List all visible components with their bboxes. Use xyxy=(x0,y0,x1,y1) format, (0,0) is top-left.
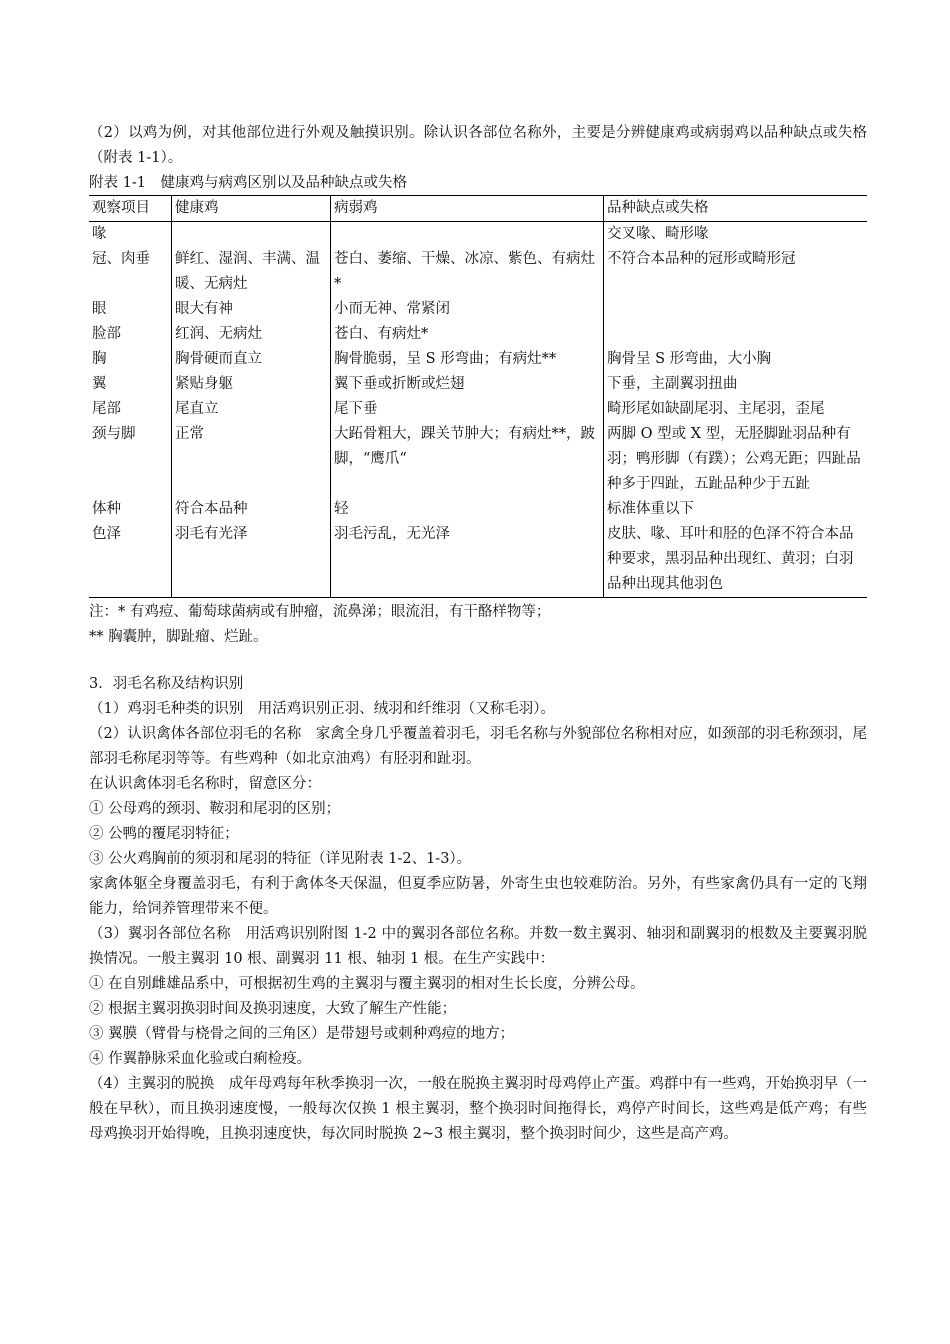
table-row xyxy=(89,297,867,322)
table-row xyxy=(89,422,867,497)
table-cell: 红润、无病灶 xyxy=(172,322,331,347)
table-cell: 眼 xyxy=(92,301,107,317)
table-cell: 颈与脚 xyxy=(92,426,136,442)
header-breed-defects: 品种缺点或失格 xyxy=(604,196,868,222)
table-cell: 正常 xyxy=(172,422,331,497)
table-cell: 脸部 xyxy=(92,326,121,342)
table-cell: 尾部 xyxy=(92,401,121,417)
document-page xyxy=(89,121,867,1147)
header-sick-chicken: 病弱鸡 xyxy=(331,196,604,222)
table-cell: 紧贴身躯 xyxy=(172,372,331,397)
table-cell: 交叉喙、畸形喙 xyxy=(604,222,868,248)
table-caption: 附表 1-1 健康鸡与病鸡区别以及品种缺点或失格 xyxy=(89,175,407,191)
table-cell: 小而无神、常紧闭 xyxy=(331,297,604,322)
table-cell: 胸骨脆弱，呈 S 形弯曲；有病灶** xyxy=(331,347,604,372)
table-cell: 鲜红、湿润、丰满、温暖、无病灶 xyxy=(172,247,331,297)
table-cell: 尾下垂 xyxy=(331,397,604,422)
table-row xyxy=(89,522,867,598)
table-row xyxy=(89,222,867,248)
table-cell: 体种 xyxy=(92,501,121,517)
list-item: ② 根据主翼羽换羽时间及换羽速度，大致了解生产性能； xyxy=(89,1001,457,1017)
list-item: ① 在自别雌雄品系中，可根据初生鸡的主翼羽与覆主翼羽的相对生长长度，分辨公母。 xyxy=(89,976,645,992)
table-cell: 翼下垂或折断或烂翅 xyxy=(331,372,604,397)
table-cell xyxy=(604,297,868,322)
table-cell xyxy=(604,322,868,347)
table-row xyxy=(89,322,867,347)
table-cell: 皮肤、喙、耳叶和胫的色泽不符合本品种要求，黑羽品种出现红、黄羽；白羽品种出现其他羽色 xyxy=(604,522,868,598)
section-paragraph: 在认识禽体羽毛名称时，留意区分： xyxy=(89,776,321,792)
table-cell: 胸骨硬而直立 xyxy=(172,347,331,372)
table-note: 注：* 有鸡痘、葡萄球菌病或有肿瘤，流鼻涕；眼流泪，有干酪样物等； xyxy=(89,604,551,620)
list-item: ③ 公火鸡胸前的须羽和尾羽的特征（详见附表 1-2、1-3）。 xyxy=(89,851,472,867)
table-cell: 苍白、萎缩、干燥、冰凉、紫色、有病灶* xyxy=(331,247,604,297)
table-cell: 尾直立 xyxy=(172,397,331,422)
table-note: ** 胸囊肿，脚趾瘤、烂趾。 xyxy=(89,629,268,645)
table-row xyxy=(89,247,867,297)
table-cell: 大跖骨粗大，踝关节肿大；有病灶**，跛脚，“鹰爪“ xyxy=(331,422,604,497)
table-cell: 苍白、有病灶* xyxy=(331,322,604,347)
section-paragraph: （1）鸡羽毛种类的识别 用活鸡识别正羽、绒羽和纤维羽（又称毛羽）。 xyxy=(89,701,555,717)
section-paragraph: （4）主翼羽的脱换 成年母鸡每年秋季换羽一次，一般在脱换主翼羽时母鸡停止产蛋。鸡群中有一些鸡，开始换羽早（一般在早秋），而且换羽速度慢，一般每次仅换 1 根主翼羽，整个换羽时间拖得长，鸡停产时间长，这些鸡是低产鸡；有些母鸡换羽开始得晚，且换羽速度快，每次同时脱换 2~3 根主翼羽，整个换羽时间少，这些是高产鸡。 xyxy=(89,1076,867,1142)
table-cell xyxy=(331,222,604,248)
table-cell: 喙 xyxy=(92,226,107,242)
header-observation-item: 观察项目 xyxy=(89,196,172,222)
table-cell: 两脚 O 型或 X 型，无胫脚趾羽品种有羽；鸭形脚（有蹼）；公鸡无距；四趾品种多于四趾，五趾品种少于五趾 xyxy=(604,422,868,497)
table-row xyxy=(89,397,867,422)
table-cell: 冠、肉垂 xyxy=(92,251,150,267)
header-healthy-chicken: 健康鸡 xyxy=(172,196,331,222)
table-cell: 翼 xyxy=(92,376,107,392)
list-item: ② 公鸭的覆尾羽特征； xyxy=(89,826,239,842)
list-item: ③ 翼膜（臂骨与桡骨之间的三角区）是带翅号或刺种鸡痘的地方； xyxy=(89,1026,515,1042)
table-cell: 胸骨呈 S 形弯曲，大小胸 xyxy=(604,347,868,372)
table-cell: 符合本品种 xyxy=(172,497,331,522)
section-heading: 3．羽毛名称及结构识别 xyxy=(89,676,244,692)
table-cell xyxy=(172,222,331,248)
table-cell: 不符合本品种的冠形或畸形冠 xyxy=(604,247,868,297)
table-cell: 轻 xyxy=(331,497,604,522)
section-paragraph: 家禽体躯全身覆盖羽毛，有利于禽体冬天保温，但夏季应防暑，外寄生虫也较难防治。另外，有些家禽仍具有一定的飞翔能力，给饲养管理带来不便。 xyxy=(89,876,867,917)
table-cell: 眼大有神 xyxy=(172,297,331,322)
table-row xyxy=(89,497,867,522)
table-row xyxy=(89,372,867,397)
table-cell: 羽毛污乱，无光泽 xyxy=(331,522,604,598)
list-item: ④ 作翼静脉采血化验或白痢检疫。 xyxy=(89,1051,312,1067)
table-cell: 下垂，主副翼羽扭曲 xyxy=(604,372,868,397)
table-cell: 标准体重以下 xyxy=(604,497,868,522)
section-paragraph: （3）翼羽各部位名称 用活鸡识别附图 1-2 中的翼羽各部位名称。并数一数主翼羽、轴羽和副翼羽的根数及主要翼羽脱换情况。一般主翼羽 10 根、副翼羽 11 根、轴羽 1 根。在生产实践中： xyxy=(89,926,867,967)
list-item: ① 公母鸡的颈羽、鞍羽和尾羽的区别； xyxy=(89,801,341,817)
section-paragraph: （2）认识禽体各部位羽毛的名称 家禽全身几乎覆盖着羽毛，羽毛名称与外貌部位名称相对应，如颈部的羽毛称颈羽，尾部羽毛称尾羽等等。有些鸡种（如北京油鸡）有胫羽和趾羽。 xyxy=(89,726,867,767)
table-cell: 羽毛有光泽 xyxy=(172,522,331,598)
table-cell: 胸 xyxy=(92,351,107,367)
table-header-row xyxy=(89,196,867,222)
table-notes xyxy=(89,600,867,650)
table-cell: 色泽 xyxy=(89,522,172,598)
table-cell: 畸形尾如缺副尾羽、主尾羽，歪尾 xyxy=(604,397,868,422)
table-row xyxy=(89,347,867,372)
comparison-table xyxy=(89,195,867,598)
intro-paragraph: （2）以鸡为例，对其他部位进行外观及触摸识别。除认识各部位名称外，主要是分辨健康鸡或病弱鸡以品种缺点或失格（附表 1-1）。 xyxy=(89,125,867,166)
